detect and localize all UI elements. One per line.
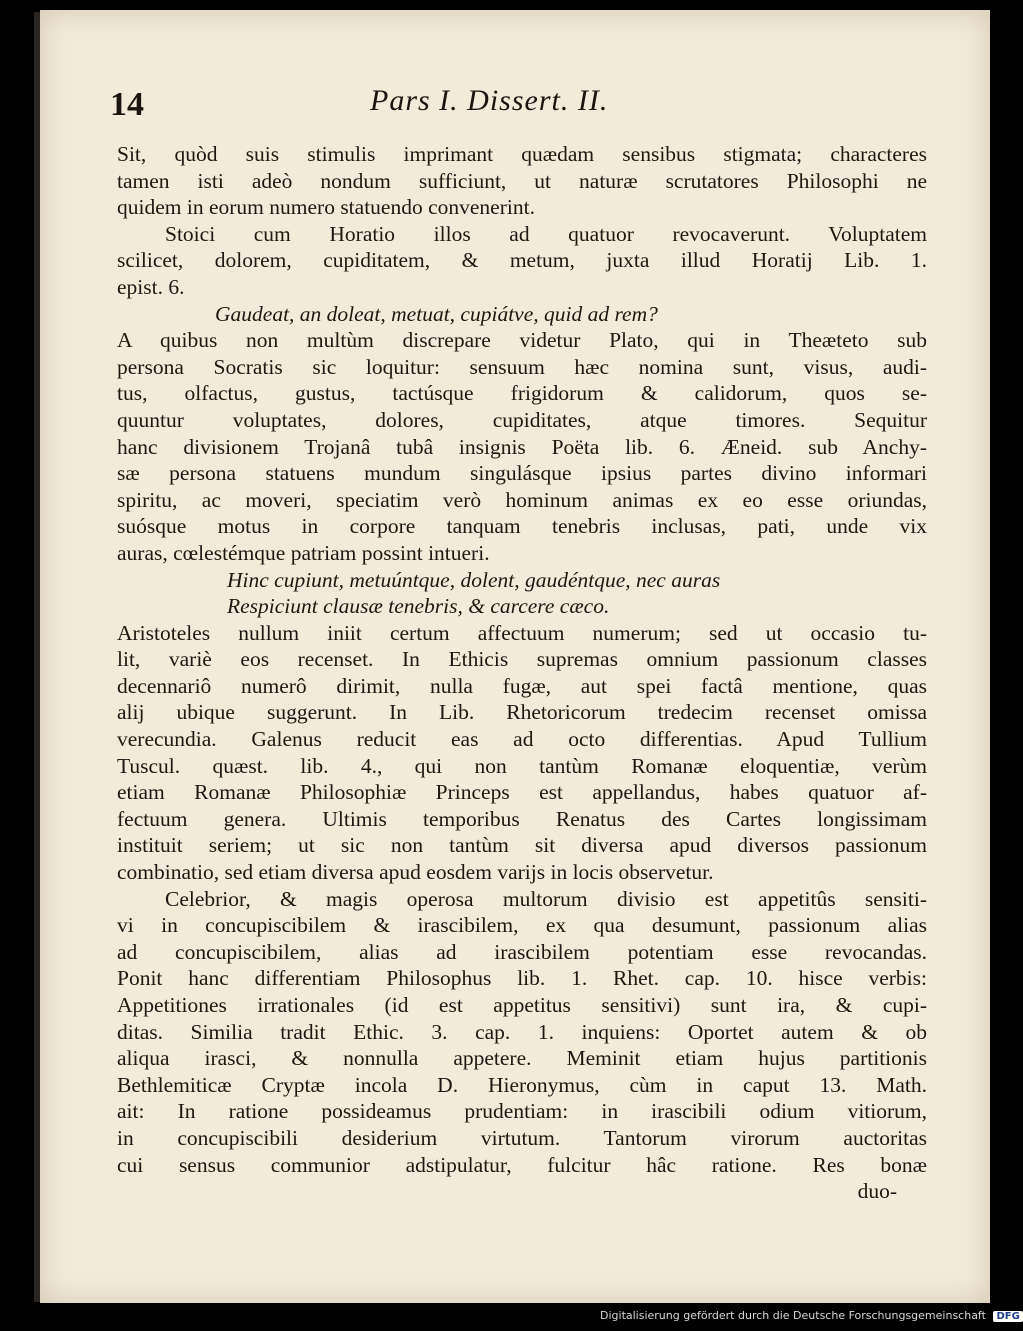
- catchword: duo-: [857, 1179, 897, 1204]
- text-line: quidem in eorum numero statuendo convenerint.: [117, 195, 535, 220]
- text-line: vi in concupiscibilem & irascibilem, ex qua desumunt, passionum alias: [117, 913, 927, 938]
- text-line: aliqua irasci, & nonnulla appetere. Meminit etiam hujus partitionis: [117, 1046, 927, 1071]
- text-line: Celebrior, & magis operosa multorum divisio est appetitûs sensiti-: [165, 886, 927, 911]
- text-line: persona Socratis sic loquitur: sensuum hæc nomina sunt, visus, audi-: [117, 354, 927, 379]
- text-line: in concupiscibili desiderium virtutum. Tantorum virorum auctoritas: [117, 1125, 927, 1150]
- text-line: ditas. Similia tradit Ethic. 3. cap. 1. inquiens: Oportet autem & ob: [117, 1019, 927, 1044]
- text-line: tamen isti adeò nondum sufficiunt, ut naturæ scrutatores Philosophi ne: [117, 168, 927, 193]
- text-line: Stoici cum Horatio illos ad quatuor revocaverunt. Voluptatem: [165, 221, 927, 246]
- text-line: quuntur voluptates, dolores, cupiditates, atque timores. Sequitur: [117, 407, 927, 432]
- text-line: combinatio, sed etiam diversa apud eosdem varijs in locis observetur.: [117, 860, 714, 885]
- text-line: lit, variè eos recenset. In Ethicis supremas omnium passionum classes: [117, 647, 927, 672]
- verse-line: Gaudeat, an doleat, metuat, cupiátve, quid ad rem?: [215, 301, 658, 326]
- text-line: Sit, quòd suis stimulis imprimant quædam sensibus stigmata; characteres: [117, 142, 927, 166]
- text-line: sæ persona statuens mundum singulásque ipsius partes divino informari: [117, 461, 927, 486]
- text-line: Aristoteles nullum iniit certum affectuum numerum; sed ut occasio tu-: [117, 620, 927, 645]
- text-line: auras, cœlestémque patriam possint intueri.: [117, 540, 490, 565]
- text-line: scilicet, dolorem, cupiditatem, & metum, juxta illud Horatij Lib. 1.: [117, 248, 927, 273]
- text-line: Ponit hanc differentiam Philosophus lib. 1. Rhet. cap. 10. hisce verbis:: [117, 966, 927, 991]
- dfg-logo: DFG: [993, 1311, 1022, 1322]
- text-line: instituit seriem; ut sic non tantùm sit diversa apud diversos passionum: [117, 833, 927, 858]
- text-line: epist. 6.: [117, 274, 185, 299]
- text-line: spiritu, ac moveri, speciatim verò hominum animas ex eo esse oriundas,: [117, 487, 927, 512]
- text-line: etiam Romanæ Philosophiæ Princeps est appellandus, habes quatuor af-: [117, 780, 927, 805]
- text-line: suósque motus in corpore tanquam tenebris inclusas, pati, unde vix: [117, 514, 927, 539]
- verse-line: Respiciunt clausæ tenebris, & carcere cæco.: [227, 594, 610, 619]
- text-line: hanc divisionem Trojanâ tubâ insignis Poëta lib. 6. Æneid. sub Anchy-: [117, 434, 927, 459]
- text-line: alij ubique suggerunt. In Lib. Rhetoricorum tredecim recenset omissa: [117, 700, 927, 725]
- text-line: A quibus non multùm discrepare videtur Plato, qui in Theæteto sub: [117, 328, 927, 353]
- digitization-credit: [600, 1309, 1020, 1327]
- text-line: cui sensus communior adstipulatur, fulcitur hâc ratione. Res bonæ: [117, 1152, 927, 1177]
- text-line: Appetitiones irrationales (id est appetitus sensitivi) sunt ira, & cupi-: [117, 993, 927, 1017]
- page-header: [110, 80, 910, 130]
- text-line: decennariô numerô dirimit, nulla fugæ, aut spei factâ mentione, quas: [117, 673, 927, 698]
- text-line: ad concupiscibilem, alias ad irascibilem potentiam esse revocandas.: [117, 939, 927, 964]
- body-text: [117, 141, 927, 1205]
- text-line: Tuscul. quæst. lib. 4., qui non tantùm Romanæ eloquentiæ, verùm: [117, 753, 927, 778]
- credit-text: Digitalisierung gefördert durch die Deutsche Forschungsgemeinschaft: [600, 1309, 986, 1322]
- page-number: 14: [110, 86, 144, 123]
- text-line: fectuum genera. Ultimis temporibus Renatus des Cartes longissimam: [117, 806, 927, 831]
- text-line: ait: In ratione possideamus prudentiam: in irascibili odium vitiorum,: [117, 1099, 927, 1124]
- verse-line: Hinc cupiunt, metuúntque, dolent, gaudéntque, nec auras: [227, 567, 721, 592]
- text-line: verecundia. Galenus reducit eas ad octo differentias. Apud Tullium: [117, 727, 927, 752]
- text-line: Bethlemiticæ Cryptæ incola D. Hieronymus, cùm in caput 13. Math.: [117, 1072, 927, 1097]
- running-head: Pars I. Dissert. II.: [370, 84, 609, 117]
- text-line: tus, olfactus, gustus, tactúsque frigidorum & calidorum, quos se-: [117, 381, 927, 406]
